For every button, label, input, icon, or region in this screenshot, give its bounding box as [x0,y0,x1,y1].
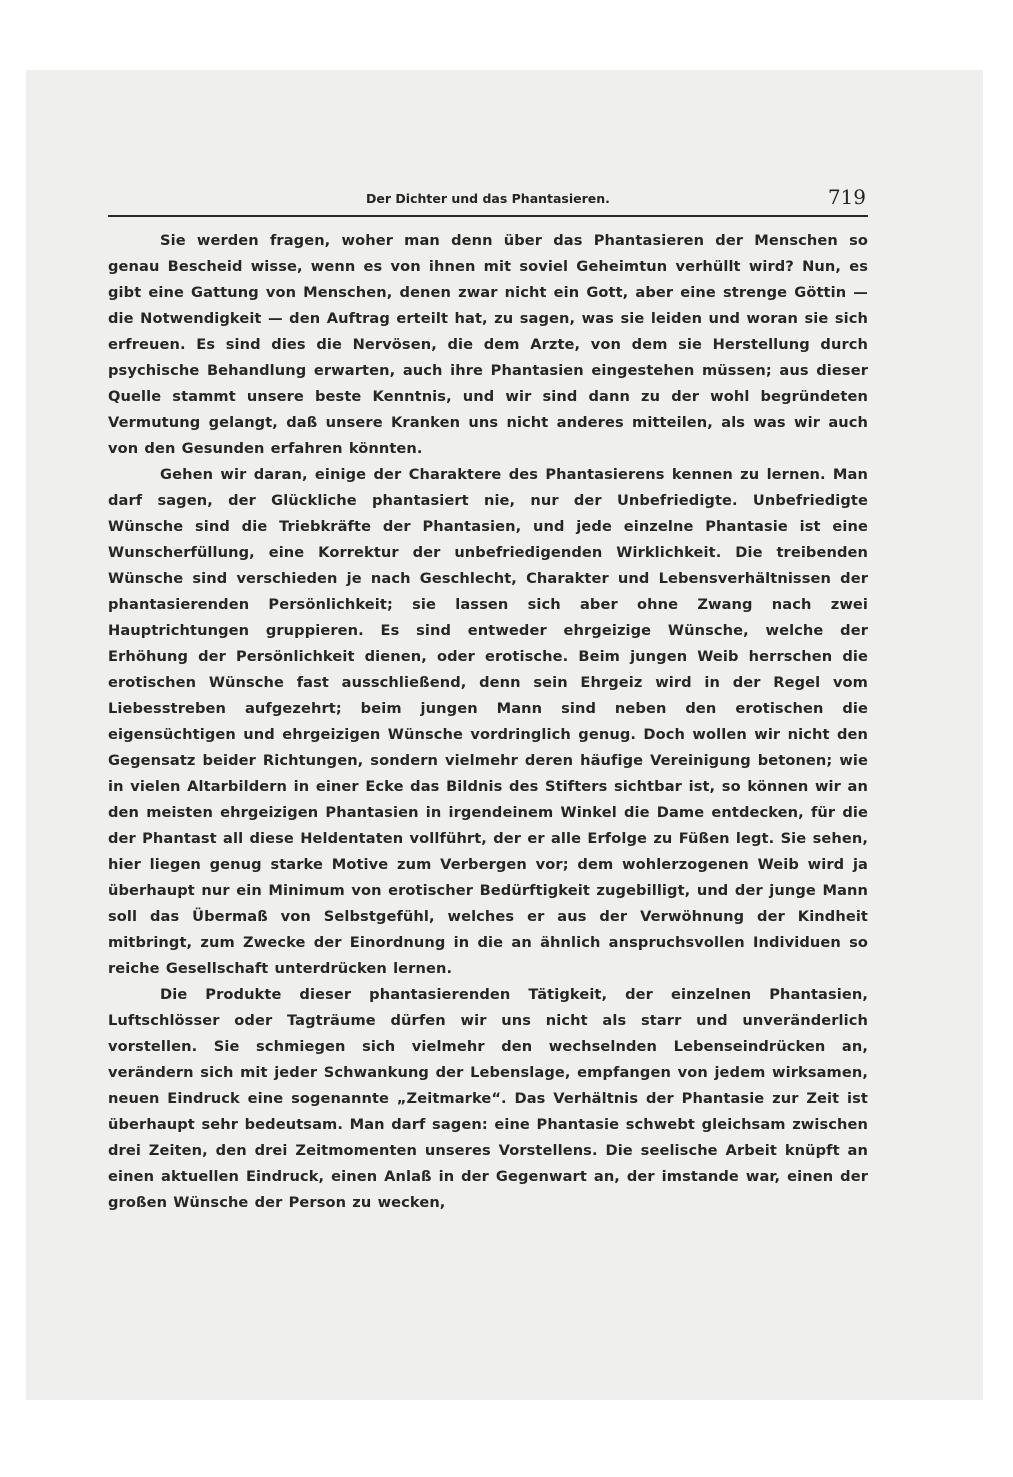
page-header [108,187,868,213]
page-number: 719 [827,185,866,209]
paragraph-1: Sie werden fragen, woher man denn über das Phantasieren der Menschen so genau Bescheid wisse, wenn es von ihnen mit soviel Geheimtun verhüllt wird? Nun, es gibt eine Gattung von Menschen, denen zwar nicht ein Gott, aber eine strenge Göttin — die Notwendigkeit — den Auftrag erteilt hat, zu sagen, was sie leiden und woran sie sich erfreuen. Es sind dies die Nervösen, die dem Arzte, von dem sie Herstellung durch psychische Behandlung erwarten, auch ihre Phantasien eingestehen müssen; aus dieser Quelle stammt unsere beste Kenntnis, und wir sind dann zu der wohl begründeten Vermutung gelangt, daß unsere Kranken uns nicht anderes mitteilen, als was wir auch von den Gesunden erfahren könnten. [108,232,868,457]
paragraph-2: Gehen wir daran, einige der Charaktere des Phantasierens kennen zu lernen. Man darf sagen, der Glückliche phantasiert nie, nur der Unbefriedigte. Unbefriedigte Wünsche sind die Triebkräfte der Phantasien, und jede einzelne Phantasie ist eine Wunscherfüllung, eine Korrektur der unbefriedigenden Wirklichkeit. Die treibenden Wünsche sind verschieden je nach Geschlecht, Charakter und Lebensverhältnissen der phantasierenden Persönlichkeit; sie lassen sich aber ohne Zwang nach zwei Hauptrichtungen gruppieren. Es sind entweder ehrgeizige Wünsche, welche der Erhöhung der Persönlichkeit dienen, oder erotische. Beim jungen Weib herrschen die erotischen Wünsche fast ausschließend, denn sein Ehrgeiz wird in der Regel vom Liebesstreben aufgezehrt; beim jungen Mann sind neben den erotischen die eigensüchtigen und ehrgeizigen Wünsche vordringlich genug. Doch wollen wir nicht den Gegensatz beider Richtungen, sondern vielmehr deren häufige Vereinigung betonen; wie in vielen Altarbildern in einer Ecke das Bildnis des Stifters sichtbar ist, so können wir an den meisten ehrgeizigen Phantasien in irgendeinem Winkel die Dame entdecken, für die der Phantast all diese Heldentaten vollführt, der er alle Erfolge zu Füßen legt. Sie sehen, hier liegen genug starke Motive zum Verbergen vor; dem wohlerzogenen Weib wird ja überhaupt nur ein Minimum von erotischer Bedürftigkeit zugebilligt, und der junge Mann soll das Übermaß von Selbstgefühl, welches er aus der Verwöhnung der Kindheit mitbringt, zum Zwecke der Einordnung in die an ähnlich anspruchsvollen Individuen so reiche Gesellschaft unterdrücken lernen. [108,466,868,977]
paragraph-3: Die Produkte dieser phantasierenden Tätigkeit, der einzelnen Phantasien, Luftschlösser oder Tagträume dürfen wir uns nicht als starr und unveränderlich vorstellen. Sie schmiegen sich vielmehr den wechselnden Lebenseindrücken an, verändern sich mit jeder Schwankung der Lebenslage, empfangen von jedem wirksamen, neuen Eindruck eine sogenannte „Zeitmarke“. Das Verhältnis der Phantasie zur Zeit ist überhaupt sehr bedeutsam. Man darf sagen: eine Phantasie schwebt gleichsam zwischen drei Zeiten, den drei Zeitmomenten unseres Vorstellens. Die seelische Arbeit knüpft an einen aktuellen Eindruck, einen Anlaß in der Gegenwart an, der imstande war, einen der großen Wünsche der Person zu wecken, [108,986,868,1211]
header-rule [108,215,868,217]
running-title: Der Dichter und das Phantasieren. [366,191,610,206]
body-text [108,228,868,1216]
